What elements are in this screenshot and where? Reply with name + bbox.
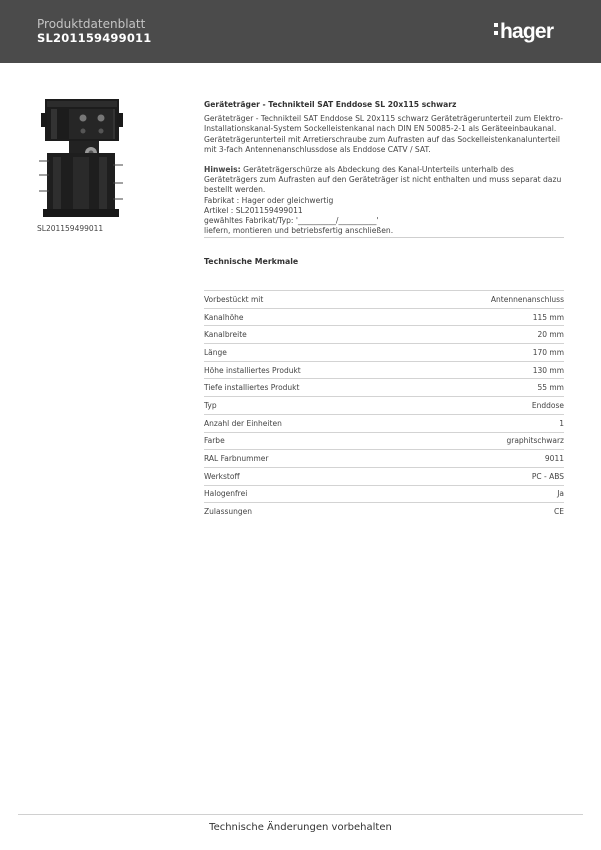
spec-label: Zulassungen <box>204 507 253 517</box>
spec-value: 20 mm <box>537 330 564 340</box>
spec-value: 9011 <box>544 454 564 464</box>
hint-label: Hinweis: <box>204 165 241 175</box>
spec-label: Farbe <box>204 436 225 446</box>
spec-value: Enddose <box>531 400 564 410</box>
header-bar <box>0 0 601 63</box>
spec-label: Kanalhöhe <box>204 312 244 322</box>
spec-value: PC - ABS <box>531 471 564 481</box>
spec-value: 115 mm <box>532 312 564 322</box>
spec-label: Länge <box>204 347 227 357</box>
spec-value: 55 mm <box>537 383 564 393</box>
spec-row <box>204 485 564 503</box>
spec-value: 1 <box>559 418 564 428</box>
spec-row <box>204 290 564 308</box>
spec-row <box>204 467 564 485</box>
spec-label: Werkstoff <box>204 471 240 481</box>
product-code: SL201159499011 <box>37 31 152 45</box>
spec-row <box>204 308 564 326</box>
spec-row <box>204 449 564 467</box>
chosen-type-line: gewähltes Fabrikat/Typ: '__________/__________' <box>204 216 379 226</box>
spec-value: Antennenanschluss <box>490 294 564 304</box>
product-image <box>33 95 128 223</box>
spec-row <box>204 396 564 414</box>
section-divider <box>204 237 564 238</box>
image-caption: SL201159499011 <box>37 224 104 233</box>
spec-label: Kanalbreite <box>204 330 247 340</box>
spec-value: Ja <box>557 489 564 499</box>
hint-text: Geräteträgerschürze als Abdeckung des Kanal-Unterteils unterhalb des Geräteträgers zum Aufrasten auf den Geräteträger ist nicht enthalten und muss separat dazu bestellt werden. <box>204 165 562 195</box>
spec-row <box>204 414 564 432</box>
spec-row <box>204 432 564 450</box>
spec-value: 130 mm <box>532 365 564 375</box>
spec-value: 170 mm <box>532 347 564 357</box>
spec-label: Tiefe installiertes Produkt <box>204 383 300 393</box>
spec-label: Höhe installiertes Produkt <box>204 365 301 375</box>
article-line: Artikel : SL201159499011 <box>204 205 303 215</box>
spec-row <box>204 378 564 396</box>
spec-label: Typ <box>204 400 217 410</box>
document-type: Produktdatenblatt <box>37 17 146 31</box>
spec-row <box>204 361 564 379</box>
specs-title: Technische Merkmale <box>204 257 299 266</box>
product-title: Geräteträger - Technikteil SAT Enddose SL 20x115 schwarz <box>204 100 457 109</box>
spec-row <box>204 325 564 343</box>
spec-label: Vorbestückt mit <box>204 294 264 304</box>
spec-value: CE <box>554 507 564 517</box>
product-description <box>204 100 564 236</box>
manufacturer-line: Fabrikat : Hager oder gleichwertig <box>204 195 334 205</box>
spec-label: Halogenfrei <box>204 489 248 499</box>
spec-label: Anzahl der Einheiten <box>204 418 282 428</box>
svg-text:hager: hager <box>500 20 554 43</box>
specs-table <box>204 290 564 520</box>
spec-label: RAL Farbnummer <box>204 454 269 464</box>
footer-divider <box>18 814 583 815</box>
spec-value: graphitschwarz <box>506 436 564 446</box>
spec-row <box>204 502 564 520</box>
hint-block <box>204 165 564 196</box>
delivery-line: liefern, montieren und betriebsfertig anschließen. <box>204 226 394 236</box>
footer-text: Technische Änderungen vorbehalten <box>209 822 392 833</box>
description-paragraph: Geräteträger - Technikteil SAT Enddose SL 20x115 schwarz Geräteträgerunterteil zum Elektro-Installationskanal-System Sockelleistenkanal nach DIN EN 50085-2-1 als Geräteeinbaukanal. Geräteträgerunterteil mit Arretierschraube zum Aufrasten auf das Sockelleistenkanalunterteil mit 3-fach Antennenanschlussdose als Enddose CATV / SAT. <box>204 114 564 154</box>
hager-logo <box>494 18 566 44</box>
spec-row <box>204 343 564 361</box>
